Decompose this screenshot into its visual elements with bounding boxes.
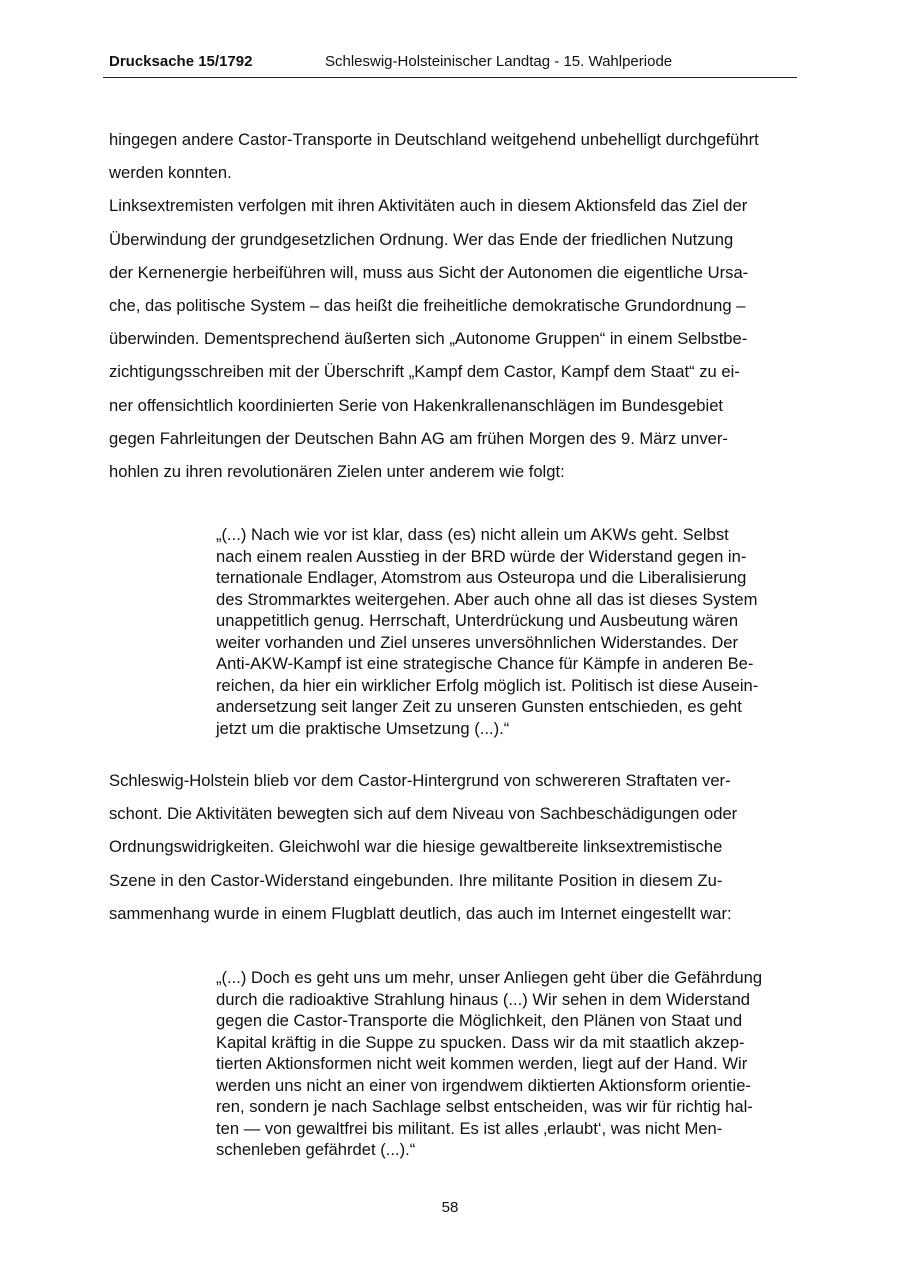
text-line: gegen Fahrleitungen der Deutschen Bahn AG am frühen Morgen des 9. März unver- [109, 428, 728, 448]
quote-line: ren, sondern je nach Sachlage selbst entscheiden, was wir für richtig hal- [216, 1097, 753, 1116]
quote-line: „(...) Doch es geht uns um mehr, unser Anliegen geht über die Gefährdung [216, 968, 763, 987]
quote-line: unappetitlich genug. Herrschaft, Unterdrückung und Ausbeutung wären [216, 611, 739, 630]
text-line: überwinden. Dementsprechend äußerten sich „Autonome Gruppen“ in einem Selbstbe- [109, 329, 748, 349]
quote-line: Anti-AKW-Kampf ist eine strategische Chance für Kämpfe in anderen Be- [216, 654, 754, 673]
block-quote-1 [216, 524, 801, 739]
quote-line: ten — von gewaltfrei bis militant. Es ist alles ‚erlaubt‘, was nicht Men- [216, 1118, 723, 1138]
text-line: hingegen andere Castor-Transporte in Deutschland weitgehend unbehelligt durchgeführt [109, 130, 759, 149]
quote-line: durch die radioaktive Strahlung hinaus (...) Wir sehen in dem Widerstand [216, 989, 751, 1009]
quote-line: jetzt um die praktische Umsetzung (...).“ [216, 718, 510, 738]
quote-line: reichen, da hier ein wirklicher Erfolg möglich ist. Politisch ist diese Ausein- [216, 675, 759, 695]
text-line: che, das politische System – das heißt die freiheitliche demokratische Grundordnung – [109, 296, 746, 316]
document-number: Drucksache 15/1792 [109, 53, 253, 70]
text-line: ner offensichtlich koordinierten Serie von Hakenkrallenanschlägen im Bundesgebiet [109, 395, 724, 415]
text-line: hohlen zu ihren revolutionären Zielen unter anderem wie folgt: [109, 462, 565, 482]
quote-line: tierten Aktionsformen nicht weit kommen werden, liegt auf der Hand. Wir [216, 1054, 748, 1073]
text-line: Szene in den Castor-Widerstand eingebunden. Ihre militante Position in diesem Zu- [109, 870, 723, 890]
quote-line: des Strommarktes weitergehen. Aber auch ohne all das ist dieses System [216, 589, 758, 609]
text-line: Ordnungswidrigkeiten. Gleichwohl war die hiesige gewaltbereite linksextremistische [109, 837, 723, 857]
quote-line: ternationale Endlager, Atomstrom aus Osteuropa und die Liberalisierung [216, 568, 747, 587]
text-line: sammenhang wurde in einem Flugblatt deutlich, das auch im Internet eingestellt war: [109, 903, 732, 923]
quote-line: werden uns nicht an einer von irgendwem diktierten Aktionsform orientie- [216, 1075, 751, 1095]
page-header [103, 50, 797, 78]
text-line: zichtigungsschreiben mit der Überschrift „Kampf dem Castor, Kampf dem Staat“ zu ei- [109, 362, 740, 382]
paragraph-1 [109, 123, 799, 488]
quote-line: „(...) Nach wie vor ist klar, dass (es) nicht allein um AKWs geht. Selbst [216, 525, 729, 544]
text-line: der Kernenergie herbeiführen will, muss aus Sicht der Autonomen die eigentliche Ursa- [109, 262, 749, 282]
text-line: Linksextremisten verfolgen mit ihren Aktivitäten auch in diesem Aktionsfeld das Ziel der [109, 196, 748, 216]
parliament-title: Schleswig-Holsteinischer Landtag - 15. Wahlperiode [325, 53, 673, 70]
text-line: werden konnten. [109, 163, 232, 183]
paragraph-2 [109, 764, 799, 930]
quote-line: Kapital kräftig in die Suppe zu spucken. Dass wir da mit staatlich akzep- [216, 1032, 745, 1052]
block-quote-2 [216, 967, 801, 1161]
page-number: 58 [441, 1199, 459, 1216]
text-line: Schleswig-Holstein blieb vor dem Castor-Hintergrund von schwereren Straftaten ver- [109, 771, 731, 790]
quote-line: weiter vorhanden und Ziel unseres unversöhnlichen Widerstandes. Der [216, 632, 739, 652]
quote-line: schenleben gefährdet (...).“ [216, 1140, 416, 1159]
quote-line: nach einem realen Ausstieg in der BRD würde der Widerstand gegen in- [216, 546, 747, 566]
quote-line: gegen die Castor-Transporte die Möglichkeit, den Plänen von Staat und [216, 1011, 743, 1030]
text-line: schont. Die Aktivitäten bewegten sich auf dem Niveau von Sachbeschädigungen oder [109, 804, 738, 824]
text-line: Überwindung der grundgesetzlichen Ordnung. Wer das Ende der friedlichen Nutzung [109, 229, 734, 249]
quote-line: andersetzung seit langer Zeit zu unseren Gunsten entschieden, es geht [216, 697, 742, 716]
